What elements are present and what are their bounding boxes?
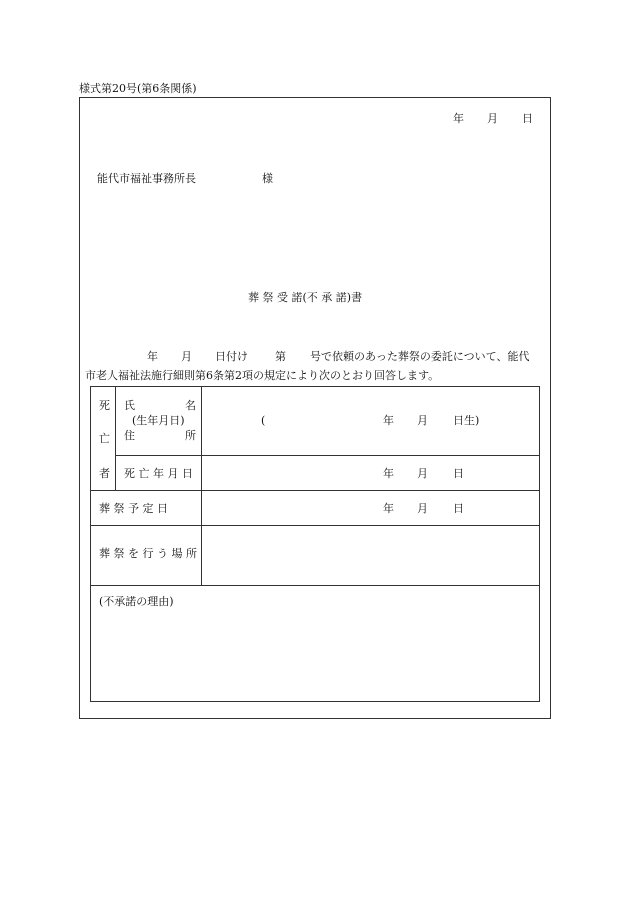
deceased-label-2: 亡 (99, 432, 110, 445)
table-hline-4 (91, 585, 539, 586)
birth-date-label: (生年月日) (132, 414, 185, 427)
refusal-reason-label: (不承諾の理由) (99, 595, 174, 608)
table-vline-label (201, 387, 202, 586)
funeral-month: 月 (417, 502, 428, 515)
table-hline-1 (115, 455, 539, 456)
birth-open-paren: ( (261, 414, 266, 427)
address-label-1: 住 (124, 429, 135, 442)
death-day: 日 (453, 467, 464, 480)
table-hline-2 (91, 490, 539, 491)
table-hline-3 (91, 525, 539, 526)
body-year: 年 (147, 350, 158, 363)
document-title: 葬 祭 受 諾(不 承 諾)書 (248, 291, 363, 304)
death-year: 年 (383, 467, 394, 480)
birth-year: 年 (383, 414, 394, 427)
death-date-label: 死 亡 年 月 日 (124, 467, 193, 480)
funeral-year: 年 (383, 502, 394, 515)
name-label-1: 氏 (124, 399, 135, 412)
date-month-label: 月 (487, 112, 498, 125)
funeral-place-label: 葬 祭 を 行 う 場 所 (99, 547, 197, 560)
form-number: 様式第20号(第6条関係) (79, 82, 197, 95)
date-day-label: 日 (522, 112, 533, 125)
address-label-2: 所 (185, 429, 196, 442)
body-line2: 市老人福祉法施行細則第6条第2項の規定により次のとおり回答します。 (85, 369, 440, 382)
death-month: 月 (417, 467, 428, 480)
table-vline-deceased (115, 387, 116, 490)
birth-month: 月 (417, 414, 428, 427)
body-day: 日付け (215, 350, 248, 363)
deceased-label-1: 死 (99, 399, 110, 412)
name-label-2: 名 (185, 399, 196, 412)
birth-day: 日生) (453, 414, 480, 427)
body-month: 月 (181, 350, 192, 363)
deceased-label-3: 者 (99, 467, 110, 480)
recipient-honorific: 様 (262, 172, 273, 185)
date-year-label: 年 (453, 112, 464, 125)
funeral-day: 日 (453, 502, 464, 515)
body-number-prefix: 第 (275, 350, 286, 363)
recipient-name: 能代市福祉事務所長 (97, 172, 196, 185)
funeral-date-label: 葬 祭 予 定 日 (99, 502, 168, 515)
info-table (90, 386, 540, 702)
body-line1-rest: 号で依頼のあった葬祭の委託について、能代 (310, 350, 530, 363)
